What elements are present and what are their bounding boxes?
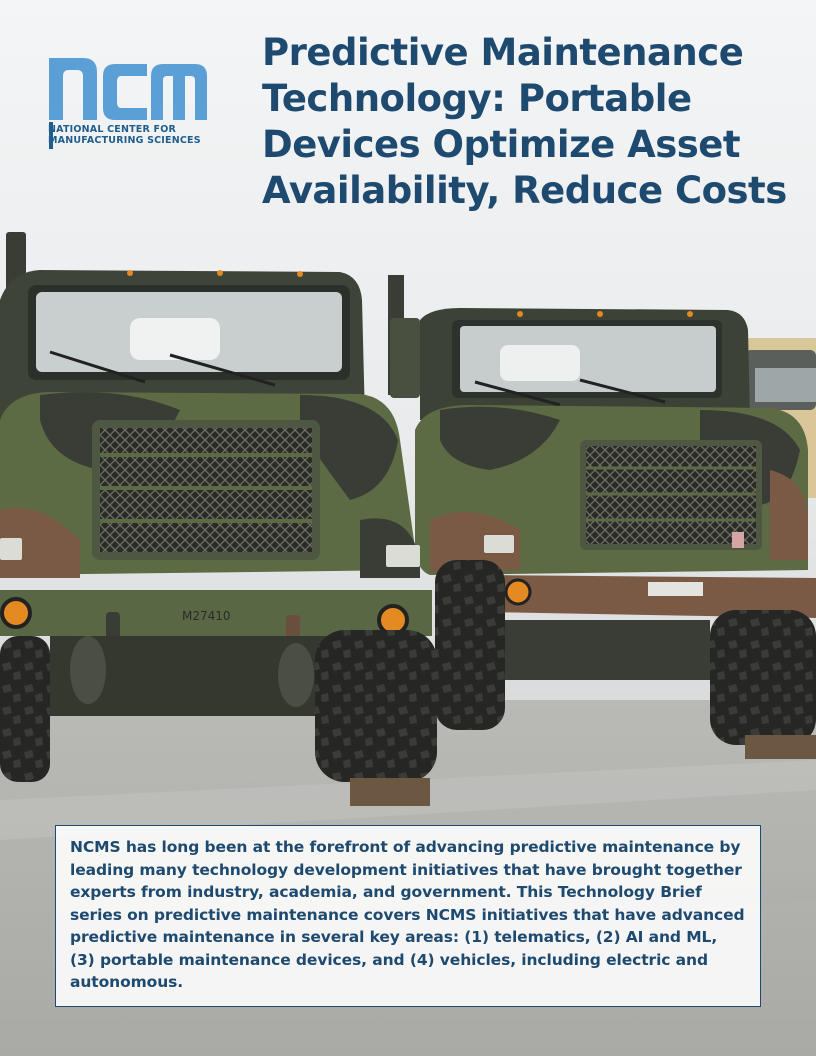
bumper-marking: M27410 (182, 609, 231, 623)
ncms-logo-subtitle (48, 124, 228, 146)
logo-subtitle-line-1: NATIONAL CENTER FOR (48, 124, 177, 135)
page-title: Predictive Maintenance Technology: Portable Devices Optimize Asset Availability, Reduce Costs (262, 31, 787, 212)
intro-paragraph: NCMS has long been at the forefront of advancing predictive maintenance by leading many technology development initiatives that have brought together experts from industry, academia, and government. This Technology Brief series on predictive maintenance covers NCMS initiatives that have advanced predictive maintenance in several key areas: (1) telematics, (2) AI and ML, (3) portable maintenance devices, and (4) vehicles, including electric and autonomous. (70, 838, 745, 991)
intro-box (55, 825, 761, 1007)
logo-subtitle-line-2: MANUFACTURING SCIENCES (48, 135, 201, 146)
